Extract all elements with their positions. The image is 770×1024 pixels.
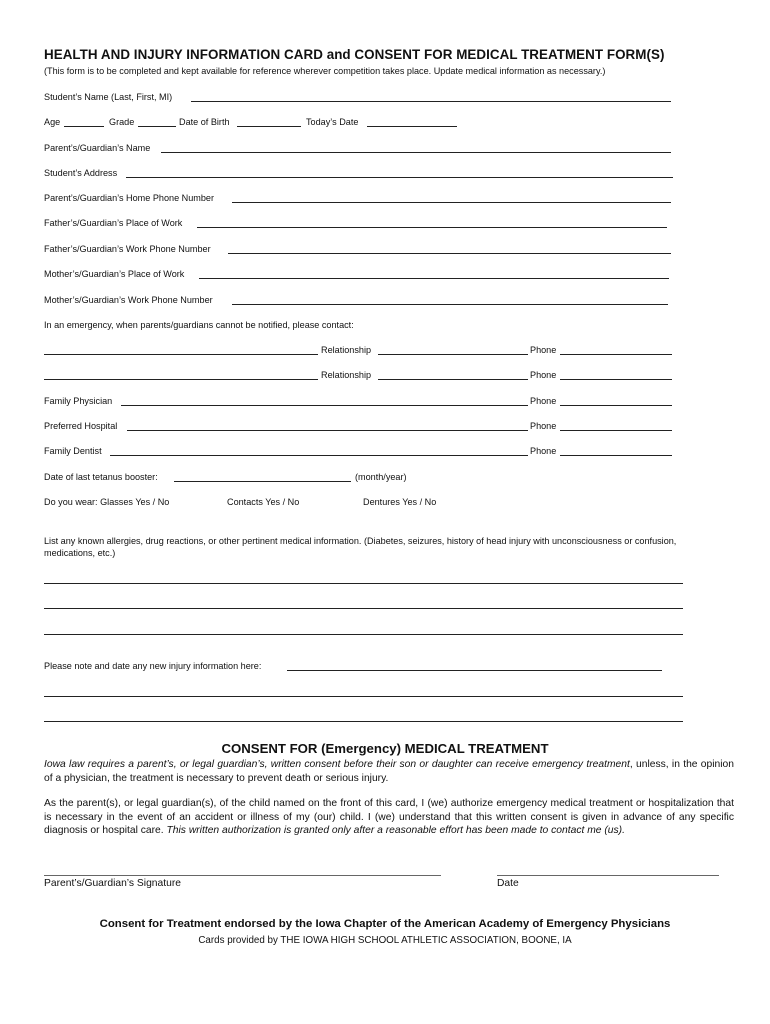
consent-p1-italic: Iowa law requires a parent’s, or legal guardian’s, written consent before their son or daughter can receive emergency treatment [44, 759, 630, 770]
allergies-prompt: List any known allergies, drug reactions, or other pertinent medical information. (Diabetes, seizures, history of head injury with unconsciousness or confusion, medications, etc.) [44, 536, 677, 558]
injury-prompt: Please note and date any new injury information here: [44, 661, 262, 671]
family-physician-phone-label: Phone [530, 396, 557, 406]
consent-p2-italic: This written authorization is granted only after a reasonable effort has been made to contact me (us). [166, 825, 625, 836]
endorsement-text: Consent for Treatment endorsed by the Iowa Chapter of the American Academy of Emergency Physicians [99, 918, 671, 930]
student-name-label: Student’s Name (Last, First, MI) [44, 92, 173, 102]
grade-label: Grade [109, 117, 135, 127]
todays-date-field[interactable] [367, 126, 457, 127]
parent-name-field[interactable] [161, 152, 671, 153]
mother-work-place-label: Mother’s/Guardian’s Place of Work [44, 269, 185, 279]
consent-heading: CONSENT FOR (Emergency) MEDICAL TREATMENT [221, 741, 549, 756]
family-physician-field[interactable] [121, 405, 528, 406]
emergency-contact-1-relationship-label: Relationship [321, 345, 372, 355]
age-label: Age [44, 117, 61, 127]
contacts-question[interactable]: Contacts Yes / No [227, 497, 300, 507]
todays-date-label: Today’s Date [306, 117, 359, 127]
tetanus-unit: (month/year) [355, 472, 407, 482]
dob-label: Date of Birth [179, 117, 230, 127]
allergies-line-3[interactable] [44, 634, 683, 635]
emergency-contact-2-phone-field[interactable] [560, 379, 672, 380]
grade-field[interactable] [138, 126, 176, 127]
consent-paragraph-2 [44, 797, 734, 838]
emergency-contact-2-relationship-label: Relationship [321, 370, 372, 380]
emergency-contact-1-name-field[interactable] [44, 354, 318, 355]
family-physician-phone-field[interactable] [560, 405, 672, 406]
mother-work-phone-field[interactable] [232, 304, 668, 305]
form-subtitle: (This form is to be completed and kept available for reference wherever competition takes place. Update medical information as necessary.) [44, 66, 606, 76]
emergency-contact-1-phone-label: Phone [530, 345, 557, 355]
preferred-hospital-phone-label: Phone [530, 421, 557, 431]
allergies-line-1[interactable] [44, 583, 683, 584]
age-field[interactable] [64, 126, 104, 127]
consent-paragraph-1 [44, 758, 734, 785]
father-work-phone-field[interactable] [228, 253, 671, 254]
parent-home-phone-label: Parent’s/Guardian’s Home Phone Number [44, 193, 215, 203]
form-title: HEALTH AND INJURY INFORMATION CARD and CONSENT FOR MEDICAL TREATMENT FORM(S) [44, 47, 665, 62]
preferred-hospital-label: Preferred Hospital [44, 421, 118, 431]
emergency-contact-2-name-field[interactable] [44, 379, 318, 380]
family-dentist-label: Family Dentist [44, 446, 102, 456]
consent-p2-plain: As the parent(s), or legal guardian(s), of the child named on the front of this card, I (we) authorize emergency medical treatment or hospitalization that is necessary in the event of an accident or illness of my (our) child. I (we) understand that this written consent is given in advance of any specific diagnosis or hospital care. [44, 798, 734, 836]
student-name-field[interactable] [191, 101, 671, 102]
glasses-question[interactable]: Do you wear: Glasses Yes / No [44, 497, 170, 507]
emergency-intro: In an emergency, when parents/guardians cannot be notified, please contact: [44, 320, 354, 330]
emergency-contact-1-relationship-field[interactable] [378, 354, 528, 355]
cards-provided-text: Cards provided by THE IOWA HIGH SCHOOL ATHLETIC ASSOCIATION, BOONE, IA [198, 935, 572, 946]
mother-work-phone-label: Mother’s/Guardian’s Work Phone Number [44, 295, 213, 305]
injury-line-1[interactable] [287, 670, 662, 671]
emergency-contact-1-phone-field[interactable] [560, 354, 672, 355]
signature-date-line[interactable] [497, 875, 719, 876]
parent-name-label: Parent’s/Guardian’s Name [44, 143, 151, 153]
tetanus-field[interactable] [174, 481, 351, 482]
emergency-contact-2-phone-label: Phone [530, 370, 557, 380]
tetanus-label: Date of last tetanus booster: [44, 472, 158, 482]
father-work-place-field[interactable] [197, 227, 667, 228]
preferred-hospital-field[interactable] [127, 430, 528, 431]
student-address-label: Student’s Address [44, 168, 118, 178]
allergies-line-2[interactable] [44, 608, 683, 609]
family-physician-label: Family Physician [44, 396, 113, 406]
signature-label: Parent’s/Guardian’s Signature [44, 878, 181, 889]
emergency-contact-2-relationship-field[interactable] [378, 379, 528, 380]
signature-line[interactable] [44, 875, 441, 876]
student-address-field[interactable] [126, 177, 673, 178]
injury-line-2[interactable] [44, 696, 683, 697]
dob-field[interactable] [237, 126, 301, 127]
father-work-phone-label: Father’s/Guardian’s Work Phone Number [44, 244, 211, 254]
father-work-place-label: Father’s/Guardian’s Place of Work [44, 218, 183, 228]
signature-date-label: Date [497, 878, 519, 889]
parent-home-phone-field[interactable] [232, 202, 671, 203]
consent-p1-rest: , unless, in the opinion of a physician, the treatment is necessary to prevent death or serious injury. [44, 759, 735, 784]
injury-line-3[interactable] [44, 721, 683, 722]
family-dentist-field[interactable] [110, 455, 528, 456]
mother-work-place-field[interactable] [199, 278, 669, 279]
preferred-hospital-phone-field[interactable] [560, 430, 672, 431]
family-dentist-phone-field[interactable] [560, 455, 672, 456]
dentures-question[interactable]: Dentures Yes / No [363, 497, 437, 507]
family-dentist-phone-label: Phone [530, 446, 557, 456]
